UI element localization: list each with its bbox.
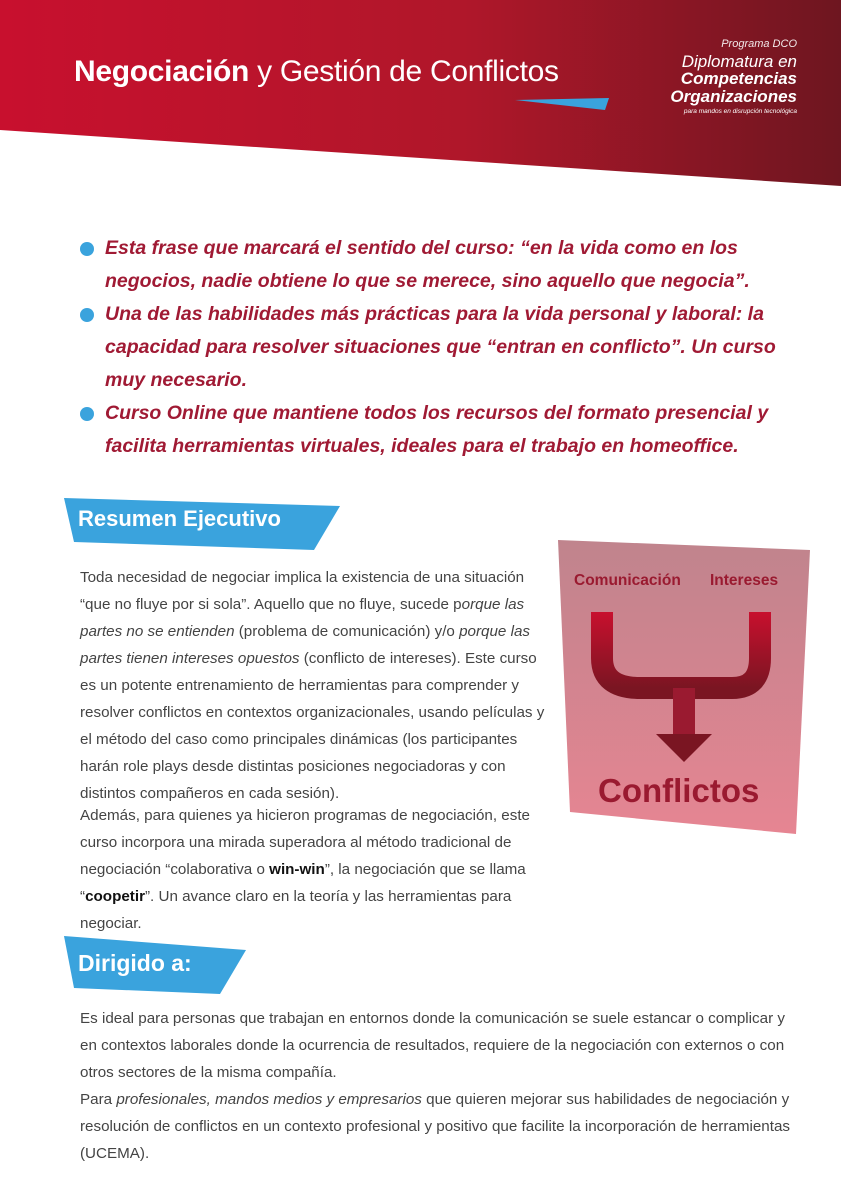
logo-line3: Organizaciones <box>670 87 797 106</box>
highlight-text: Una de las habilidades más prácticas para la vida personal y laboral: la capacidad para resolver situaciones que “entran en conflicto”. Un curso muy necesario. <box>105 303 776 391</box>
resumen-paragraph-2a <box>80 802 570 937</box>
resumen-text: ”. Un avance claro en la teoría y las herramientas para negociar. <box>80 888 512 932</box>
highlight-item <box>80 298 800 397</box>
highlights-list <box>80 232 800 463</box>
dirigido-text: que quieren mejorar sus habilidades de negociación y resolución de conflictos en un contexto profesional y positivo que facilite la incorporación de herramientas (UCEMA). <box>80 1091 791 1162</box>
resumen-text: ”, la negociación que se llama “ <box>80 861 526 905</box>
win-win-term: win-win <box>269 861 325 878</box>
resumen-emphasis: porque las partes tienen intereses opuestos <box>80 623 531 667</box>
dirigido-paragraph-1: Es ideal para personas que trabajan en entornos donde la comunicación se suele estancar o complicar y en contextos laborales donde la ocurrencia de resultados, requiere de la negociación con externos o con otros sectores de la misma compañía. <box>80 1010 785 1081</box>
title-bold: Negociación <box>74 55 250 88</box>
page-title <box>74 55 559 89</box>
logo-tagline: para mandos en disrupción tecnológica <box>683 108 797 115</box>
dirigido-text: Para <box>80 1091 117 1108</box>
resumen-text: (conflicto de intereses). Este curso es un potente entrenamiento de herramientas para comprender y resolver conflictos en contextos organizacionales, usando películas y el método del caso como principales dinámicas (los participantes harán role plays desde distintas posiciones negociadoras y con distintos compañeros en cada sesión). <box>80 650 545 802</box>
dirigido-heading-banner <box>64 936 250 996</box>
dirigido-body <box>80 1005 795 1167</box>
diagram-left-label: Comunicación <box>574 572 681 589</box>
section-heading: Dirigido a: <box>78 950 192 976</box>
logo-line2: Competencias <box>680 69 797 88</box>
title-underline-accent <box>515 98 611 112</box>
resumen-text: (problema de comunicación) y/o <box>234 623 460 640</box>
dirigido-paragraph-2 <box>80 1086 795 1167</box>
resumen-emphasis: orque las partes no se entienden <box>80 596 525 640</box>
section-heading: Resumen Ejecutivo <box>78 506 281 531</box>
highlight-item <box>80 232 800 298</box>
resumen-text: Además, para quienes ya hicieron programas de negociación, este curso incorpora una mirada superadora al método tradicional de negociación “colaborativa o <box>80 807 530 878</box>
highlight-item <box>80 397 800 463</box>
arrow-shaft <box>673 688 695 736</box>
conflict-diagram <box>556 540 812 835</box>
program-logo <box>670 38 797 115</box>
bullet-dot-icon <box>80 308 94 322</box>
resumen-text: Toda necesidad de negociar implica la existencia de una situación “que no fluye por si sola”. Aquello que no fluye, sucede p <box>80 569 525 613</box>
resumen-paragraph-1 <box>80 564 552 807</box>
coopetir-term: coopetir <box>85 888 145 905</box>
bullet-dot-icon <box>80 407 94 421</box>
diagram-bottom-label: Conflictos <box>598 772 760 809</box>
dirigido-emphasis: profesionales, mandos medios y empresarios <box>116 1091 422 1108</box>
logo-line1: Diplomatura en <box>681 52 797 71</box>
title-rest: y Gestión de Conflictos <box>249 55 559 88</box>
bullet-dot-icon <box>80 242 94 256</box>
logo-program: Programa DCO <box>721 38 797 50</box>
resumen-heading-banner <box>64 494 344 552</box>
diagram-right-label: Intereses <box>710 572 779 589</box>
highlight-text: Esta frase que marcará el sentido del curso: “en la vida como en los negocios, nadie obtiene lo que se merece, sino aquello que negocia”. <box>105 237 750 292</box>
highlight-text: Curso Online que mantiene todos los recursos del formato presencial y facilita herramientas virtuales, ideales para el trabajo en homeoffice. <box>105 402 769 457</box>
